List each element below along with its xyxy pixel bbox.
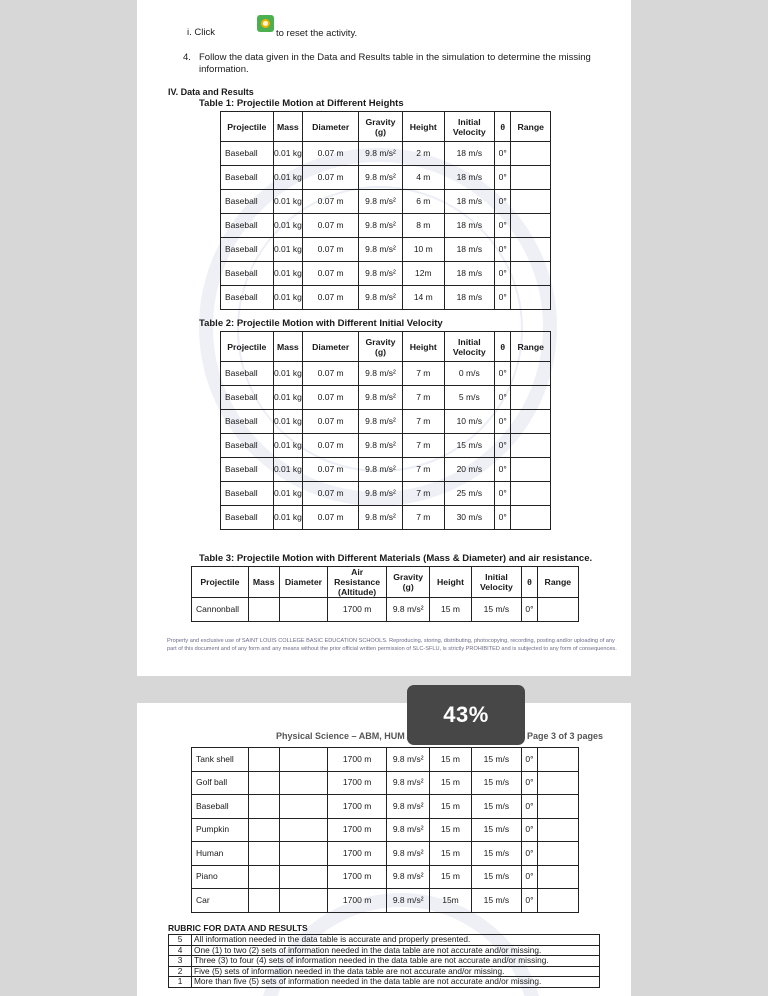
table-cell: 7 m <box>402 410 444 434</box>
range-cell[interactable] <box>537 865 578 889</box>
table-cell: 0° <box>522 842 537 866</box>
table-cell: 0.01 kg <box>273 238 303 262</box>
rubric-row <box>169 956 600 967</box>
rubric-score: 4 <box>169 945 192 956</box>
rubric-description: All information needed in the data table is accurate and properly presented. <box>192 935 600 946</box>
table2-title: Table 2: Projectile Motion with Different Initial Velocity <box>199 318 443 329</box>
table-cell: 30 m/s <box>444 506 494 530</box>
table-cell: 1700 m <box>328 795 387 819</box>
table-cell: 0° <box>522 598 537 622</box>
table-row <box>192 795 579 819</box>
table-cell: 10 m <box>402 238 444 262</box>
table-cell: 0.07 m <box>303 262 359 286</box>
table-row <box>221 238 551 262</box>
page-header-left: Physical Science – ABM, HUM <box>276 731 405 741</box>
page-header-right: Page 3 of 3 pages <box>526 731 603 741</box>
table-cell <box>248 889 279 913</box>
table-row <box>221 410 551 434</box>
table-row <box>221 434 551 458</box>
table-cell: 15 m/s <box>471 842 522 866</box>
table-cell <box>248 598 279 622</box>
table-cell: 18 m/s <box>444 190 494 214</box>
step4-text: Follow the data given in the Data and Results table in the simulation to determine the missing information. <box>199 52 591 75</box>
table-cell: 9.8 m/s² <box>359 386 403 410</box>
table-cell <box>279 748 328 772</box>
table-cell: 0.01 kg <box>273 362 303 386</box>
rubric-description: More than five (5) sets of information needed in the data table are not accurate and/or missing. <box>192 977 600 988</box>
table-cell: 9.8 m/s² <box>387 771 430 795</box>
table-cell: 15 m/s <box>444 434 494 458</box>
table-row <box>192 842 579 866</box>
table-cell: Piano <box>192 865 249 889</box>
table-cell <box>248 865 279 889</box>
table-cell <box>248 748 279 772</box>
table-cell: 0° <box>495 434 511 458</box>
table-cell: Baseball <box>221 434 274 458</box>
table-cell <box>279 771 328 795</box>
legal-notice: Property and exclusive use of SAINT LOUIS COLLEGE BASIC EDUCATION SCHOOLS. Reproducing, storing, distributing, photocopying, recording, posting and/or uploading of any part of this document and of any form and any means without the prior official written permission of SLC-SFLU, is strictly PROHIBITED and is subjected to any form of consequences. <box>167 638 617 652</box>
table-cell: 0.01 kg <box>273 458 303 482</box>
col-header: Projectile <box>192 567 249 598</box>
table-cell: 0.01 kg <box>273 262 303 286</box>
table-cell: Baseball <box>221 482 274 506</box>
table-cell: 9.8 m/s² <box>359 142 403 166</box>
table-cell: Baseball <box>221 214 274 238</box>
table-cell: 18 m/s <box>444 142 494 166</box>
table-cell: 0.07 m <box>303 286 359 310</box>
table-cell: 20 m/s <box>444 458 494 482</box>
table-cell: 0.07 m <box>303 166 359 190</box>
table-cell: 0.01 kg <box>273 286 303 310</box>
table-cell: 0° <box>495 190 511 214</box>
table-cell: 15 m/s <box>471 771 522 795</box>
table-cell: Cannonball <box>192 598 249 622</box>
rubric-description: Three (3) to four (4) sets of information needed in the data table are not accurate and/or missing. <box>192 956 600 967</box>
table-cell <box>279 865 328 889</box>
table-cell: 0° <box>495 362 511 386</box>
table-cell: 1700 m <box>328 842 387 866</box>
table-row <box>192 889 579 913</box>
table-cell: 9.8 m/s² <box>359 166 403 190</box>
table-cell: 9.8 m/s² <box>359 410 403 434</box>
table-cell <box>248 818 279 842</box>
col-header: Mass <box>273 332 303 362</box>
zoom-level-indicator: 43% <box>407 685 525 745</box>
table-cell: Baseball <box>221 506 274 530</box>
table-cell: 0.07 m <box>303 190 359 214</box>
range-cell[interactable] <box>511 190 551 214</box>
table-row <box>221 166 551 190</box>
table-cell: 15 m/s <box>471 598 522 622</box>
table-cell: Baseball <box>221 142 274 166</box>
table-cell: 9.8 m/s² <box>359 286 403 310</box>
table-cell: 15 m <box>430 771 471 795</box>
range-cell[interactable] <box>511 286 551 310</box>
col-header: Diameter <box>303 332 359 362</box>
step-i-text-after: to reset the activity. <box>276 28 358 39</box>
table-cell: 9.8 m/s² <box>359 214 403 238</box>
table-cell: 0° <box>495 286 511 310</box>
range-cell[interactable] <box>511 166 551 190</box>
table-row <box>221 262 551 286</box>
table-cell: 0.07 m <box>303 142 359 166</box>
table-cell: 0.01 kg <box>273 190 303 214</box>
table-cell: 1700 m <box>328 771 387 795</box>
table-cell: 9.8 m/s² <box>359 238 403 262</box>
table-cell: Golf ball <box>192 771 249 795</box>
table-cell: Baseball <box>221 410 274 434</box>
table-cell: 1700 m <box>328 598 387 622</box>
table-cell: 7 m <box>402 434 444 458</box>
range-cell[interactable] <box>537 771 578 795</box>
table-cell: 0° <box>495 410 511 434</box>
table-row <box>221 386 551 410</box>
table-cell: Pumpkin <box>192 818 249 842</box>
rubric-row <box>169 966 600 977</box>
table-row <box>192 771 579 795</box>
range-cell[interactable] <box>511 362 551 386</box>
col-header: Gravity (g) <box>359 112 403 142</box>
table-cell: Tank shell <box>192 748 249 772</box>
rubric-row <box>169 935 600 946</box>
step-i-text-before: i. Click <box>187 27 215 38</box>
table2 <box>220 331 551 530</box>
table-cell: 0.01 kg <box>273 214 303 238</box>
table-cell: 9.8 m/s² <box>359 506 403 530</box>
col-header: Diameter <box>303 112 359 142</box>
table-cell: 0.01 kg <box>273 506 303 530</box>
table-cell <box>279 889 328 913</box>
table-cell: 7 m <box>402 362 444 386</box>
table-cell <box>279 842 328 866</box>
range-cell[interactable] <box>511 458 551 482</box>
table-cell: 18 m/s <box>444 214 494 238</box>
table-cell: Baseball <box>192 795 249 819</box>
table-cell: 0° <box>495 238 511 262</box>
table-cell <box>248 795 279 819</box>
table-cell: 0.01 kg <box>273 142 303 166</box>
range-cell[interactable] <box>511 386 551 410</box>
table-cell: Baseball <box>221 262 274 286</box>
table-cell: 14 m <box>402 286 444 310</box>
col-header: θ <box>495 112 511 142</box>
rubric-table <box>168 934 600 988</box>
col-header: Range <box>537 567 578 598</box>
table-cell: 15 m <box>430 795 471 819</box>
rubric-title: RUBRIC FOR DATA AND RESULTS <box>168 923 308 933</box>
table-cell: 12m <box>402 262 444 286</box>
table-cell <box>279 818 328 842</box>
table-cell: 0° <box>522 818 537 842</box>
table-row <box>221 142 551 166</box>
reset-icon[interactable] <box>257 15 274 32</box>
col-header: Gravity (g) <box>387 567 430 598</box>
table-cell: 0.07 m <box>303 482 359 506</box>
range-cell[interactable] <box>537 889 578 913</box>
range-cell[interactable] <box>511 434 551 458</box>
table-row <box>221 458 551 482</box>
range-cell[interactable] <box>511 262 551 286</box>
col-header: Initial Velocity <box>471 567 522 598</box>
table-cell: 7 m <box>402 386 444 410</box>
col-header: Initial Velocity <box>444 332 494 362</box>
rubric-score: 2 <box>169 966 192 977</box>
table-cell: 9.8 m/s² <box>359 482 403 506</box>
table-cell: 9.8 m/s² <box>359 458 403 482</box>
col-header: Gravity (g) <box>359 332 403 362</box>
table-cell: 1700 m <box>328 748 387 772</box>
table-cell: 0° <box>522 795 537 819</box>
table3-title: Table 3: Projectile Motion with Different Materials (Mass & Diameter) and air resistance. <box>199 553 593 564</box>
rubric-row <box>169 977 600 988</box>
range-cell[interactable] <box>537 818 578 842</box>
table-cell: 0° <box>522 748 537 772</box>
table-cell: 0.07 m <box>303 410 359 434</box>
table-cell: Baseball <box>221 286 274 310</box>
table-row <box>221 190 551 214</box>
table-row <box>221 214 551 238</box>
table-cell: 15 m/s <box>471 748 522 772</box>
col-header: Mass <box>273 112 303 142</box>
col-header: Height <box>402 112 444 142</box>
table-cell: 9.8 m/s² <box>387 818 430 842</box>
table-cell: 18 m/s <box>444 286 494 310</box>
table-cell: 0° <box>522 889 537 913</box>
section-heading: IV. Data and Results <box>168 87 254 97</box>
table-row <box>221 482 551 506</box>
table-cell: 15 m/s <box>471 818 522 842</box>
table-cell: 8 m <box>402 214 444 238</box>
table-cell: 1700 m <box>328 865 387 889</box>
table-cell: 9.8 m/s² <box>387 795 430 819</box>
table-cell: 2 m <box>402 142 444 166</box>
table-cell: 9.8 m/s² <box>387 598 430 622</box>
table-cell: Car <box>192 889 249 913</box>
range-cell[interactable] <box>537 598 578 622</box>
table-row <box>192 865 579 889</box>
table-cell: 0.07 m <box>303 458 359 482</box>
table-cell: 15 m <box>430 842 471 866</box>
range-cell[interactable] <box>511 142 551 166</box>
table-cell: 15 m <box>430 865 471 889</box>
table-cell: 18 m/s <box>444 238 494 262</box>
range-cell[interactable] <box>511 506 551 530</box>
rubric-score: 1 <box>169 977 192 988</box>
table-cell: 15 m/s <box>471 889 522 913</box>
table-cell: 0.01 kg <box>273 434 303 458</box>
table-cell: 0° <box>495 262 511 286</box>
table-row <box>221 362 551 386</box>
rubric-description: Five (5) sets of information needed in the data table are not accurate and/or missing. <box>192 966 600 977</box>
table-cell: 18 m/s <box>444 262 494 286</box>
table-cell: Baseball <box>221 238 274 262</box>
document-page-2 <box>137 703 631 996</box>
table-cell: 0° <box>495 386 511 410</box>
table-cell: Human <box>192 842 249 866</box>
table-row <box>192 748 579 772</box>
table-cell: 0° <box>522 865 537 889</box>
table-cell: Baseball <box>221 166 274 190</box>
table-cell: 15 m/s <box>471 865 522 889</box>
col-header: Projectile <box>221 112 274 142</box>
col-header: Height <box>430 567 471 598</box>
table-cell: 0.01 kg <box>273 166 303 190</box>
table-cell: 15 m <box>430 598 471 622</box>
col-header: Initial Velocity <box>444 112 494 142</box>
table-cell: 0.07 m <box>303 362 359 386</box>
table-cell: Baseball <box>221 190 274 214</box>
table-row <box>221 286 551 310</box>
table-cell: 0.07 m <box>303 386 359 410</box>
rubric-score: 3 <box>169 956 192 967</box>
col-header: Height <box>402 332 444 362</box>
table-cell: 0.01 kg <box>273 386 303 410</box>
col-header: Projectile <box>221 332 274 362</box>
table-cell: 0° <box>495 506 511 530</box>
table-cell: 7 m <box>402 506 444 530</box>
table-cell: 6 m <box>402 190 444 214</box>
table-cell: 0° <box>495 166 511 190</box>
table-cell: 0° <box>495 142 511 166</box>
table-cell: 1700 m <box>328 818 387 842</box>
table-cell: 15m <box>430 889 471 913</box>
table1 <box>220 111 551 310</box>
table-cell: 0° <box>495 214 511 238</box>
table-cell: 7 m <box>402 458 444 482</box>
table-cell: 9.8 m/s² <box>359 434 403 458</box>
document-page-1 <box>137 0 631 676</box>
col-header: Range <box>511 332 551 362</box>
table-cell: 0.07 m <box>303 434 359 458</box>
step4-number: 4. <box>183 52 191 63</box>
col-header: Mass <box>248 567 279 598</box>
range-cell[interactable] <box>537 842 578 866</box>
table-cell: 0.07 m <box>303 506 359 530</box>
table-cell <box>279 795 328 819</box>
rubric-description: One (1) to two (2) sets of information needed in the data table are not accurate and/or missing. <box>192 945 600 956</box>
range-cell[interactable] <box>511 214 551 238</box>
table-cell: Baseball <box>221 386 274 410</box>
table-cell: 15 m <box>430 748 471 772</box>
table-cell: 9.8 m/s² <box>387 889 430 913</box>
range-cell[interactable] <box>511 410 551 434</box>
table-cell: 0.01 kg <box>273 410 303 434</box>
table-cell: 9.8 m/s² <box>387 865 430 889</box>
table-cell: 0.01 kg <box>273 482 303 506</box>
col-header: Range <box>511 112 551 142</box>
table-cell: 1700 m <box>328 889 387 913</box>
range-cell[interactable] <box>511 238 551 262</box>
col-header: Diameter <box>279 567 328 598</box>
table3 <box>191 566 579 622</box>
table-cell: 7 m <box>402 482 444 506</box>
col-header: Air Resistance (Altitude) <box>328 567 387 598</box>
table-cell: 0.07 m <box>303 214 359 238</box>
table-cell: Baseball <box>221 458 274 482</box>
table-cell: 25 m/s <box>444 482 494 506</box>
table-row <box>192 598 579 622</box>
table-row <box>192 818 579 842</box>
table-row <box>221 506 551 530</box>
table-cell: 15 m/s <box>471 795 522 819</box>
range-cell[interactable] <box>537 748 578 772</box>
table-cell: Baseball <box>221 362 274 386</box>
table-cell: 0° <box>495 482 511 506</box>
table-cell <box>279 598 328 622</box>
table-cell: 9.8 m/s² <box>359 262 403 286</box>
col-header: θ <box>495 332 511 362</box>
rubric-score: 5 <box>169 935 192 946</box>
col-header: θ <box>522 567 537 598</box>
rubric-row <box>169 945 600 956</box>
table1-title: Table 1: Projectile Motion at Different Heights <box>199 98 404 109</box>
table-cell: 5 m/s <box>444 386 494 410</box>
table-cell: 0 m/s <box>444 362 494 386</box>
table-cell: 0° <box>495 458 511 482</box>
table-cell: 18 m/s <box>444 166 494 190</box>
table-cell <box>248 771 279 795</box>
table-cell: 9.8 m/s² <box>359 190 403 214</box>
table-cell: 9.8 m/s² <box>359 362 403 386</box>
range-cell[interactable] <box>537 795 578 819</box>
table-cell: 0.07 m <box>303 238 359 262</box>
table-cell: 10 m/s <box>444 410 494 434</box>
table-cell: 9.8 m/s² <box>387 748 430 772</box>
table-cell: 9.8 m/s² <box>387 842 430 866</box>
table3-continued <box>191 747 579 913</box>
table-cell <box>248 842 279 866</box>
range-cell[interactable] <box>511 482 551 506</box>
table-cell: 4 m <box>402 166 444 190</box>
table-cell: 15 m <box>430 818 471 842</box>
table-cell: 0° <box>522 771 537 795</box>
